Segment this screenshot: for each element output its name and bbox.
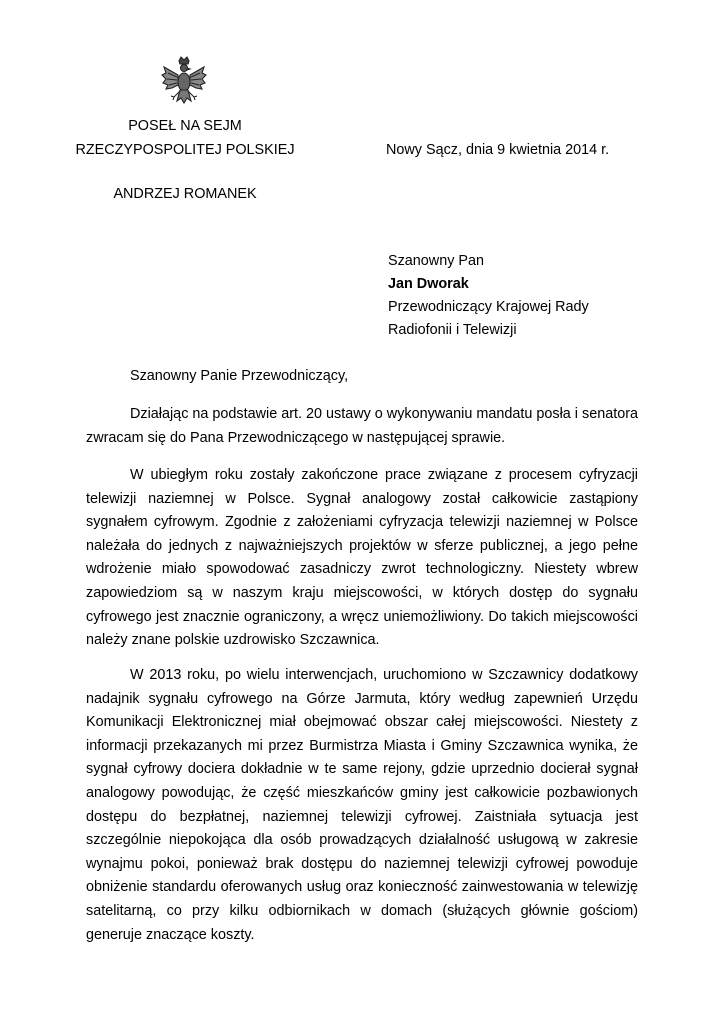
sender-name: ANDRZEJ ROMANEK <box>113 186 257 202</box>
body-paragraph-1 <box>86 403 638 450</box>
paragraph-text: W 2013 roku, po wielu interwencjach, uruchomiono w Szczawnicy dodatkowy nadajnik sygnału cyfrowego na Górze Jarmuta, który według zapewnień Urzędu Komunikacji Elektronicznej miał obejmować obszar całej miejscowości. Niestety z informacji przekazanych mi przez Burmistrza Miasta i Gminy Szczawnica wynika, że sygnał cyfrowy dociera dokładnie w te same rejony, gdzie uprzednio docierał sygnał analogowy powodując, że część mieszkańców gminy jest całkowicie pozbawionych dostępu do bezpłatnej, naziemnej telewizji cyfrowej. Zaistniała sytuacja jest szczególnie niepokojąca dla osób prowadzących działalność usługową w zakresie wynajmu pokoi, ponieważ brak dostępu do naziemnej telewizji cyfrowej powoduje obniżenie standardu oferowanych usług oraz konieczność zainwestowania w telewizję satelitarną, co przy kilku odbiornikach w domach (służących głównie gościom) generuje znaczące koszty. <box>86 667 638 943</box>
paragraph-text: W ubiegłym roku zostały zakończone prace związane z procesem cyfryzacji telewizji naziemnej w Polsce. Sygnał analogowy został całkowicie zastąpiony sygnałem cyfrowym. Zgodnie z założeniami cyfryzacja telewizji naziemnej w Polsce należała do jednych z najważniejszych projektów w sferze publicznej, a jego pełne wdrożenie miało spowodować zasadniczy zwrot technologiczny. Niestety wbrew zapowiedziom są w naszym kraju miejscowości, w których dostęp do sygnału cyfrowego jest znacznie ograniczony, a wręcz uniemożliwiony. Do takich miejscowości należy znane polskie uzdrowisko Szczawnica. <box>86 467 638 649</box>
letter-date: Nowy Sącz, dnia 9 kwietnia 2014 r. <box>386 142 610 158</box>
body-paragraph-2 <box>86 464 638 653</box>
recipient-name: Jan Dworak <box>388 276 469 292</box>
recipient-title-line1: Przewodniczący Krajowej Rady <box>388 299 589 315</box>
eagle-emblem-icon <box>160 55 208 111</box>
sender-title-line2: RZECZYPOSPOLITEJ POLSKIEJ <box>75 142 295 158</box>
sender-title-line1: POSEŁ NA SEJM <box>128 118 242 134</box>
recipient-title-line2: Radiofonii i Telewizji <box>388 322 517 338</box>
paragraph-text: Działając na podstawie art. 20 ustawy o wykonywaniu mandatu posła i senatora zwracam się do Pana Przewodniczącego w następującej sprawie. <box>86 406 638 446</box>
greeting: Szanowny Panie Przewodniczący, <box>130 368 349 384</box>
body-paragraph-3 <box>86 664 638 947</box>
recipient-salutation: Szanowny Pan <box>388 253 484 269</box>
